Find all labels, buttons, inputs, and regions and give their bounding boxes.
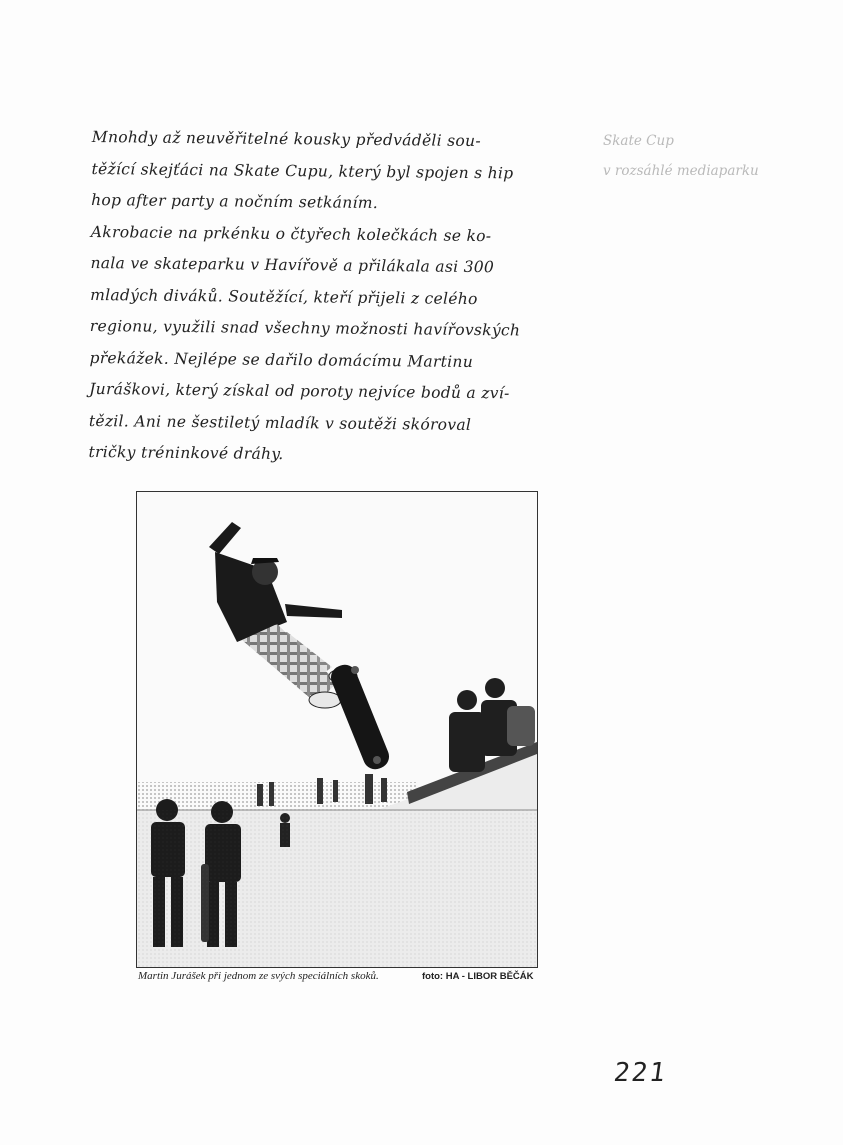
- text-line: překážek. Nejlépe se dařilo domácímu Martinu: [89, 348, 474, 371]
- text-line: těžící skejťáci na Skate Cupu, který byl spojen s hip: [91, 159, 514, 182]
- photo-caption: Martin Jurášek při jednom ze svých speciálních skoků.: [138, 970, 379, 982]
- margin-note: [603, 126, 803, 186]
- page-number: 221: [611, 1058, 670, 1088]
- text-line: Juráškovi, který získal od poroty nejvíce bodů a zví-: [89, 379, 510, 403]
- text-line: regionu, využili snad všechny možnosti havířovských: [89, 316, 521, 340]
- text-line: nala ve skateparku v Havířově a přilákala asi 300: [90, 253, 495, 277]
- margin-note-line: v rozsáhlé mediaparku: [603, 163, 759, 179]
- text-line: tězil. Ani ne šestiletý mladík v soutěži skóroval: [88, 411, 472, 434]
- text-line: mladých diváků. Soutěžící, kteří přijeli z celého: [90, 285, 478, 308]
- text-line: hop after party a nočním setkáním.: [91, 190, 379, 212]
- margin-note-line: Skate Cup: [603, 133, 674, 149]
- handwritten-text: [88, 122, 587, 474]
- newspaper-photo: [136, 491, 538, 968]
- photo-credit: foto: HA - LIBOR BĚČÁK: [422, 971, 534, 982]
- skateboarder-photo-icon: [137, 492, 537, 967]
- text-line: Akrobacie na prkénku o čtyřech kolečkách se ko-: [90, 222, 492, 245]
- text-line: Mnohdy až neuvěřitelné kousky předváděli sou-: [91, 127, 482, 151]
- text-line: tričky tréninkové dráhy.: [88, 442, 284, 464]
